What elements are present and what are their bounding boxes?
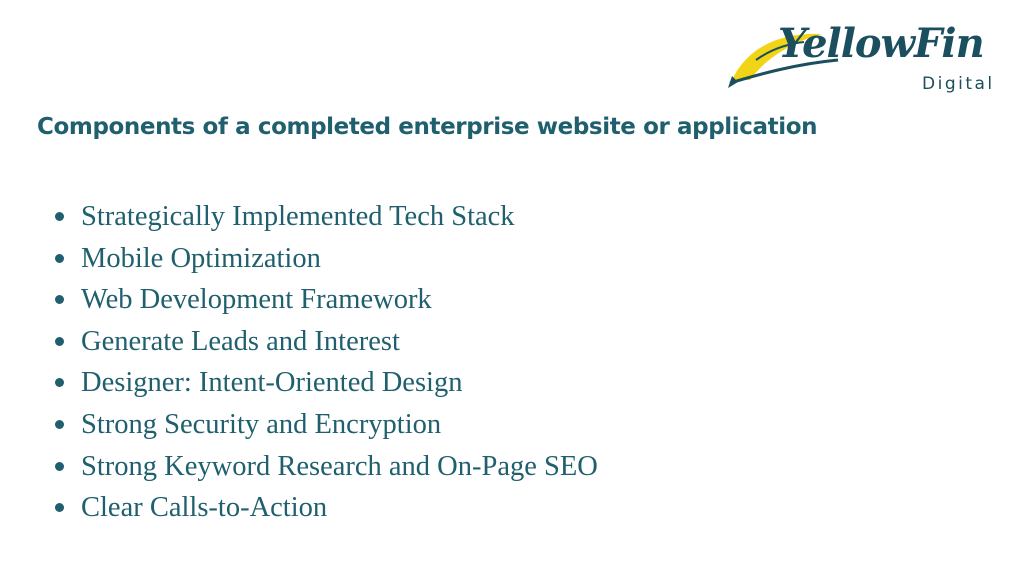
list-item (54, 487, 598, 529)
list-item (54, 362, 598, 404)
list-item (54, 238, 598, 280)
list-item-label: Web Development Framework (81, 284, 432, 316)
list-item-label: Strong Security and Encryption (81, 408, 442, 440)
list-item (54, 279, 598, 321)
yellowfin-logo (726, 20, 1016, 98)
list-item (54, 321, 598, 363)
page-heading: Components of a completed enterprise website or application (37, 114, 818, 140)
bullet-dot-icon (55, 420, 64, 429)
components-list (54, 196, 598, 529)
bullet-dot-icon (55, 212, 64, 221)
list-item-label: Strong Keyword Research and On-Page SEO (81, 450, 598, 482)
list-item (54, 404, 598, 446)
list-item-label: Clear Calls-to-Action (81, 492, 328, 524)
bullet-dot-icon (55, 337, 64, 346)
bullet-dot-icon (55, 503, 64, 512)
list-item-label: Mobile Optimization (81, 242, 321, 274)
list-item (54, 446, 598, 488)
logo-subtitle: Digital (922, 74, 995, 94)
list-item-label: Generate Leads and Interest (81, 325, 400, 357)
list-item-label: Designer: Intent-Oriented Design (81, 367, 463, 399)
bullet-dot-icon (55, 378, 64, 387)
bullet-dot-icon (55, 295, 64, 304)
list-item (54, 196, 598, 238)
bullet-dot-icon (55, 462, 64, 471)
logo-wordmark: YellowFin (778, 20, 984, 67)
bullet-dot-icon (55, 254, 64, 263)
list-item-label: Strategically Implemented Tech Stack (81, 201, 515, 232)
